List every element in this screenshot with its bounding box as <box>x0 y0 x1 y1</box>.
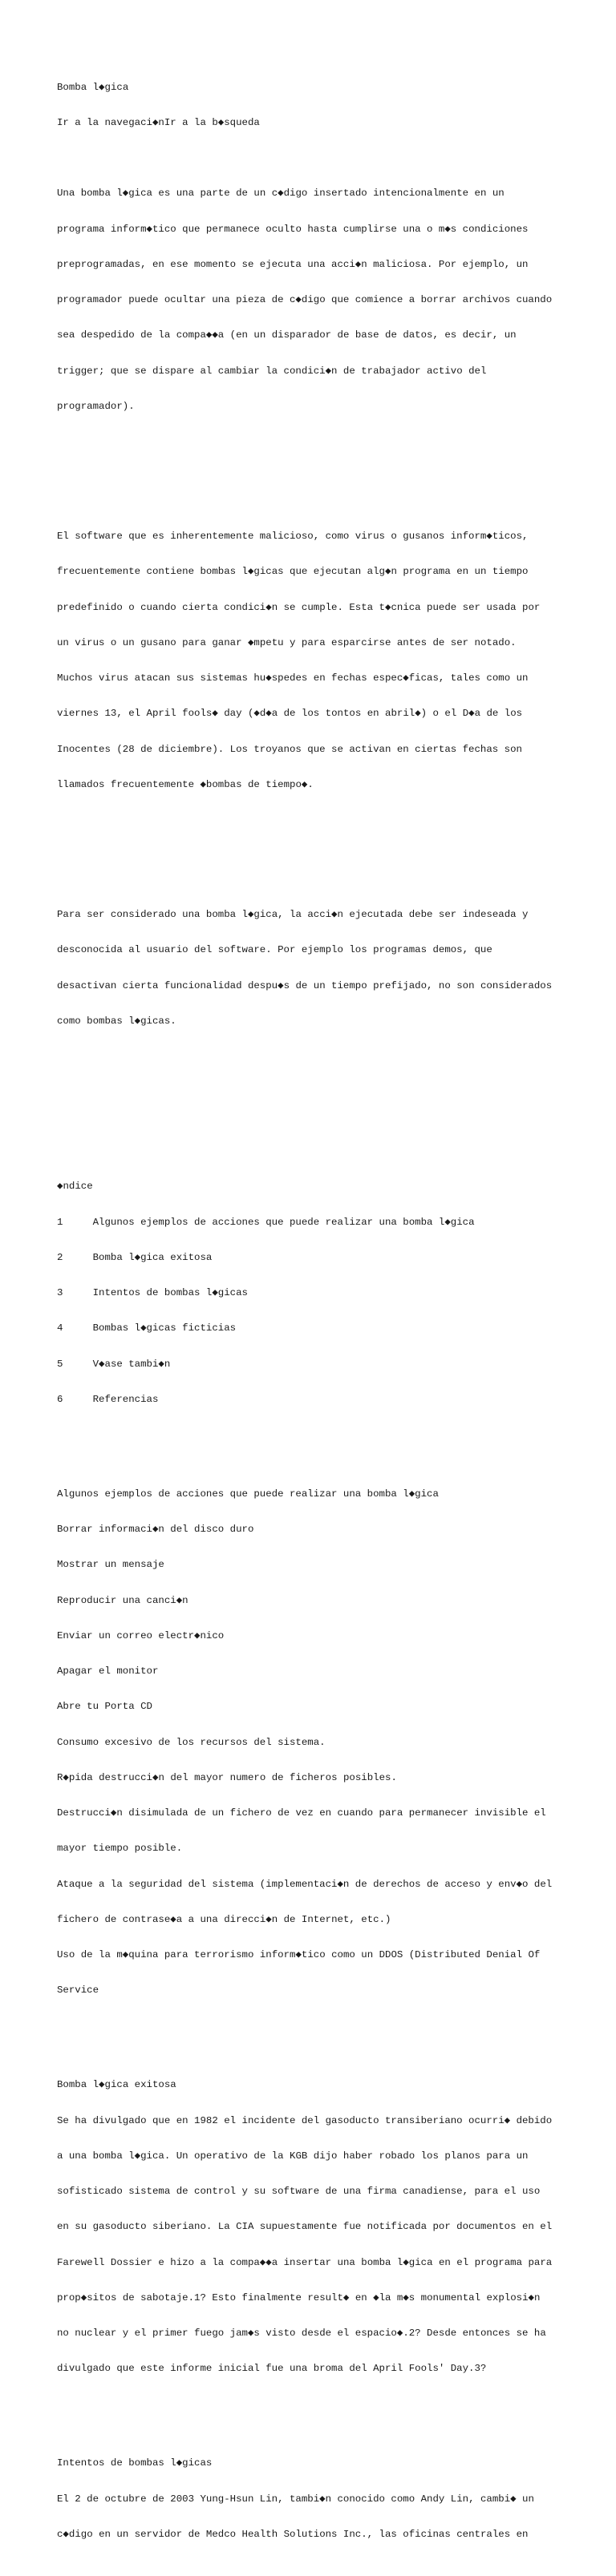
toc-item: 2 Bomba l◆gica exitosa <box>57 1251 213 1263</box>
paragraph-line: frecuentemente contiene bombas l◆gicas que ejecutan alg◆n programa en un tiempo <box>57 566 529 578</box>
table-of-contents <box>57 1157 610 1429</box>
spacer <box>57 838 610 850</box>
paragraph-line: preprogramadas, en ese momento se ejecuta una acci◆n maliciosa. Por ejemplo, un <box>57 258 529 270</box>
list-item: Uso de la m◆quina para terrorismo inform◆tico como un DDOS (Distributed Denial Of <box>57 1949 541 1960</box>
paragraph-line: como bombas l◆gicas. <box>57 1015 176 1027</box>
paragraph-line: Inocentes (28 de diciembre). Los troyanos que se activan en ciertas fechas son <box>57 743 522 755</box>
paragraph-line: El 2 de octubre de 2003 Yung-Hsun Lin, tambi◆n conocido como Andy Lin, cambi◆ un <box>57 2493 534 2505</box>
paragraph-line: programador puede ocultar una pieza de c◆digo que comience a borrar archivos cuando <box>57 294 553 305</box>
paragraph-line: viernes 13, el April fools◆ day (◆d◆a de los tontos en abril◆) o el D◆a de los <box>57 708 523 720</box>
paragraph-line: programador). <box>57 400 135 412</box>
list-item: Ataque a la seguridad del sistema (implementaci◆n de derechos de acceso y env◆o del <box>57 1878 553 1890</box>
toc-item: 5 V◆ase tambi◆n <box>57 1358 171 1370</box>
list-item: mayor tiempo posible. <box>57 1843 183 1855</box>
successful-bomb-section <box>57 2056 610 2399</box>
list-item: Enviar un correo electr◆nico <box>57 1629 225 1641</box>
paragraph-line: un virus o un gusano para ganar ◆mpetu y para esparcirse antes de ser notado. <box>57 636 517 648</box>
spacer <box>57 1110 610 1122</box>
paragraph-line: divulgado que este informe inicial fue una broma del April Fools' Day.3? <box>57 2363 487 2375</box>
list-item: R◆pida destrucci◆n del mayor numero de ficheros posibles. <box>57 1771 397 1783</box>
list-item: Consumo excesivo de los recursos del sistema. <box>57 1736 326 1748</box>
list-item: Borrar informaci◆n del disco duro <box>57 1524 254 1535</box>
toc-item: 3 Intentos de bombas l◆gicas <box>57 1287 248 1298</box>
list-item: Apagar el monitor <box>57 1666 159 1677</box>
document-body <box>57 58 610 2576</box>
toc-item: 1 Algunos ejemplos de acciones que puede realizar una bomba l◆gica <box>57 1216 475 1228</box>
toc-item: 6 Referencias <box>57 1393 159 1405</box>
paragraph-line: Para ser considerado una bomba l◆gica, la acci◆n ejecutada debe ser indeseada y <box>57 909 529 920</box>
paragraph-line: predefinido o cuando cierta condici◆n se cumple. Esta t◆cnica puede ser usada por <box>57 601 541 613</box>
attempts-section <box>57 2434 610 2564</box>
page-title: Bomba l◆gica <box>57 81 129 93</box>
toc-title: ◆ndice <box>57 1181 93 1193</box>
spacer <box>57 1075 610 1087</box>
spacer <box>57 460 610 472</box>
paragraph-line: desactivan cierta funcionalidad despu◆s de un tiempo prefijado, no son considerados <box>57 979 553 991</box>
paragraph-line: sea despedido de la compa◆◆a (en un disparador de base de datos, es decir, un <box>57 329 517 341</box>
paragraph-line: programa inform◆tico que permanece oculto hasta cumplirse una o m◆s condiciones <box>57 223 529 235</box>
list-item: fichero de contrase◆a a una direcci◆n de Internet, etc.) <box>57 1913 391 1925</box>
paragraph-line: Se ha divulgado que en 1982 el incidente del gasoducto transiberiano ocurri◆ debido <box>57 2114 553 2126</box>
paragraph-line: trigger; que se dispare al cambiar la condici◆n de trabajador activo del <box>57 365 487 377</box>
navigation-links-text: Ir a la navegaci◆nIr a la b◆squeda <box>57 116 260 128</box>
toc-item: 4 Bombas l◆gicas ficticias <box>57 1322 237 1334</box>
definition-paragraph <box>57 886 610 1052</box>
paragraph-line: prop◆sitos de sabotaje.1? Esto finalmente result◆ en ◆la m◆s monumental explosi◆n <box>57 2291 541 2303</box>
list-item: Service <box>57 1984 99 1997</box>
paragraph-line: en su gasoducto siberiano. La CIA supuestamente fue notificada por documentos en el <box>57 2221 553 2233</box>
paragraph-line: Una bomba l◆gica es una parte de un c◆digo insertado intencionalmente en un <box>57 188 505 200</box>
paragraph-line: Muchos virus atacan sus sistemas hu◆spedes en fechas espec◆ficas, tales como un <box>57 672 529 684</box>
examples-section <box>57 1464 610 2020</box>
intro-paragraph <box>57 164 610 436</box>
paragraph-line: El software que es inherentemente malicioso, como virus o gusanos inform◆ticos, <box>57 531 529 542</box>
paragraph-line: a una bomba l◆gica. Un operativo de la KGB dijo haber robado los planos para un <box>57 2150 529 2162</box>
list-item: Abre tu Porta CD <box>57 1701 152 1713</box>
paragraph-line: desconocida al usuario del software. Por ejemplo los programas demos, que <box>57 944 492 956</box>
section-heading: Algunos ejemplos de acciones que puede realizar una bomba l◆gica <box>57 1488 439 1500</box>
paragraph-line: no nuclear y el primer fuego jam◆s visto desde el espacio◆.2? Desde entonces se ha <box>57 2328 546 2339</box>
list-item: Destrucci◆n disimulada de un fichero de vez en cuando para permanecer invisible el <box>57 1807 546 1819</box>
malware-paragraph <box>57 507 610 815</box>
paragraph-line: Farewell Dossier e hizo a la compa◆◆a insertar una bomba l◆gica en el programa para <box>57 2256 553 2268</box>
list-item: Mostrar un mensaje <box>57 1559 164 1571</box>
paragraph-line: c◆digo en un servidor de Medco Health Solutions Inc., las oficinas centrales en <box>57 2528 529 2540</box>
paragraph-line: llamados frecuentemente ◆bombas de tiempo◆. <box>57 778 314 790</box>
section-heading: Bomba l◆gica exitosa <box>57 2079 176 2091</box>
paragraph-line: sofisticado sistema de control y su software de una firma canadiense, para el uso <box>57 2186 541 2197</box>
list-item: Reproducir una canci◆n <box>57 1594 188 1606</box>
section-heading: Intentos de bombas l◆gicas <box>57 2457 213 2469</box>
